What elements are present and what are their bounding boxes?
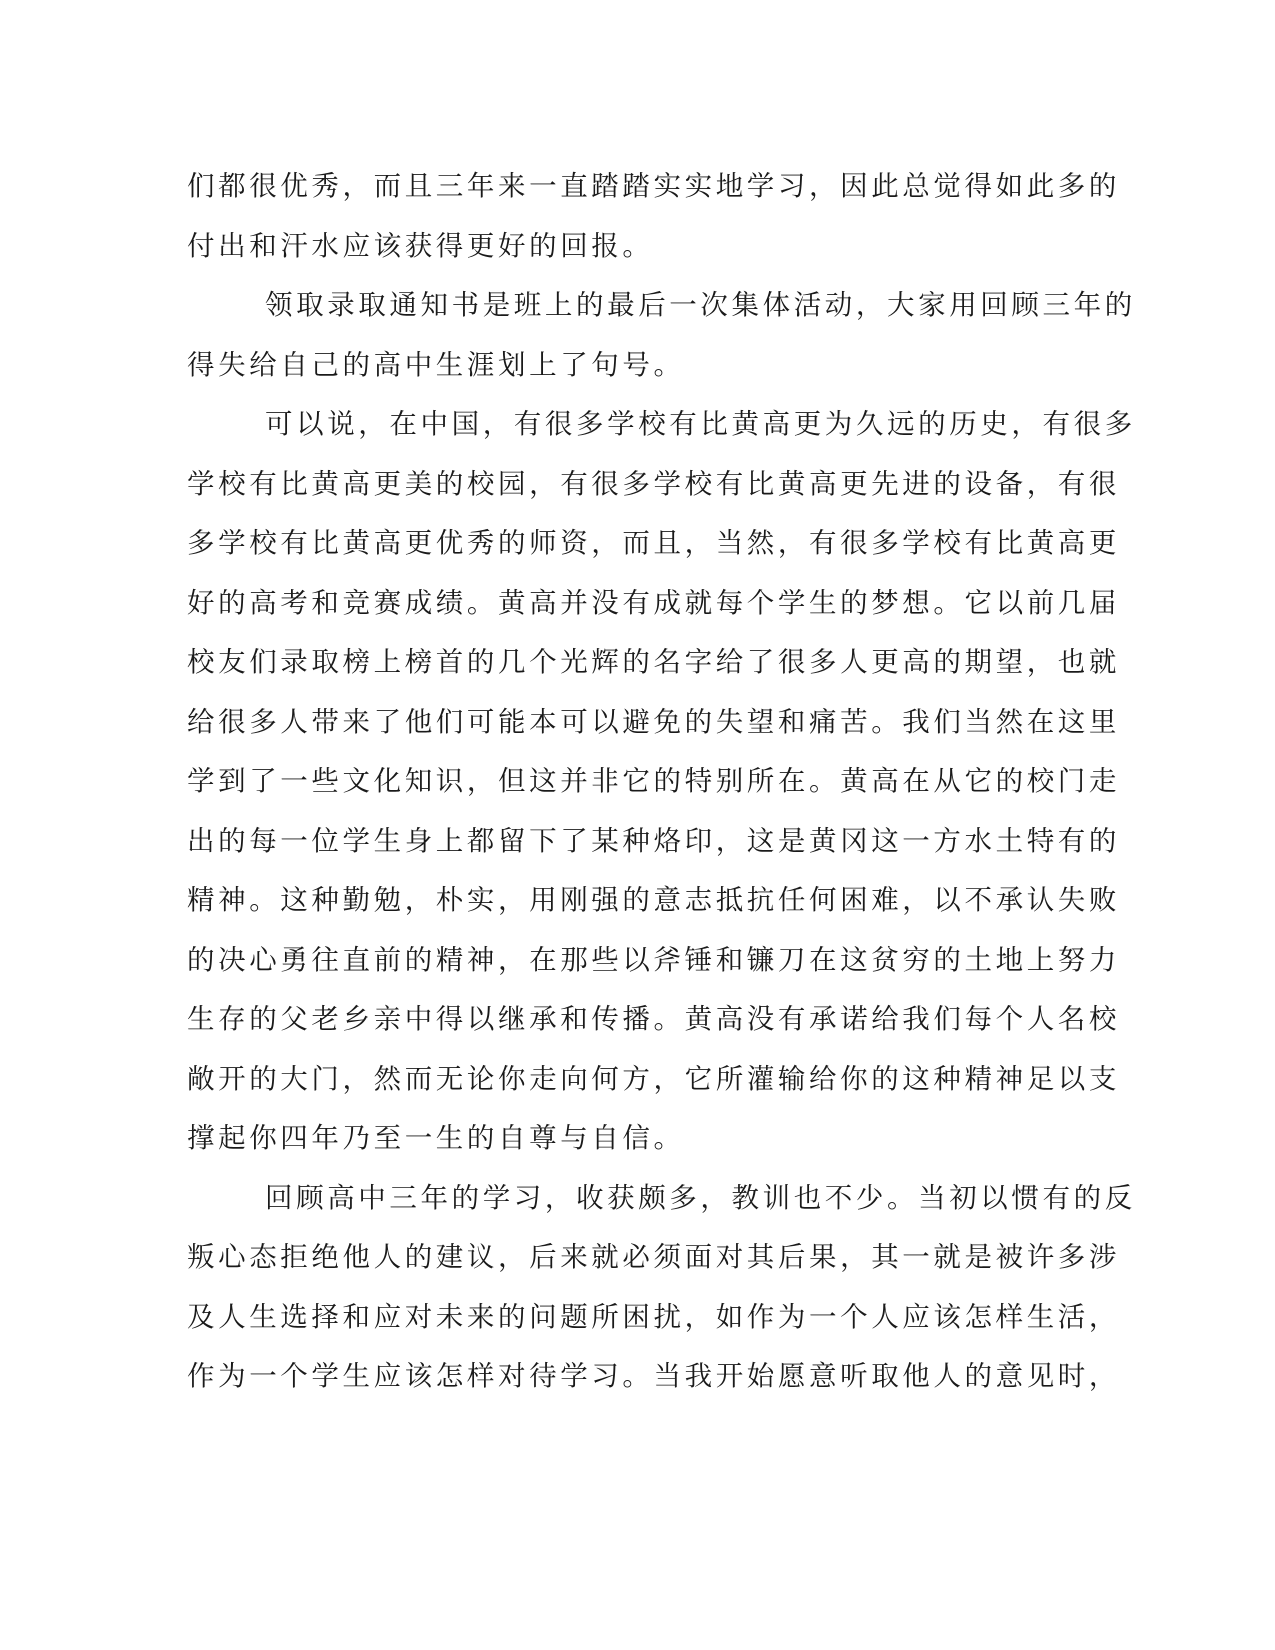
text-line: 作为一个学生应该怎样对待学习。当我开始愿意听取他人的意见时， [187, 1360, 1120, 1392]
body-text [187, 157, 1136, 1407]
text-line: 得失给自己的高中生涯划上了句号。 [187, 348, 685, 381]
text-line: 的决心勇往直前的精神，在那些以斧锤和镰刀在这贫穷的土地上努力 [187, 943, 1120, 976]
paragraph-first-line: 领取录取通知书是班上的最后一次集体活动，大家用回顾三年的 [265, 289, 1136, 321]
text-line: 敞开的大门，然而无论你走向何方，它所灌输给你的这种精神足以支 [187, 1062, 1120, 1095]
text-line: 们都很优秀，而且三年来一直踏踏实实地学习，因此总觉得如此多的 [187, 170, 1120, 202]
text-line: 给很多人带来了他们可能本可以避免的失望和痛苦。我们当然在这里 [187, 705, 1120, 738]
paragraph-first-line: 回顾高中三年的学习，收获颇多，教训也不少。当初以惯有的反 [265, 1181, 1136, 1214]
text-line: 生存的父老乡亲中得以继承和传播。黄高没有承诺给我们每个人名校 [187, 1003, 1120, 1035]
text-line: 好的高考和竞赛成绩。黄高并没有成就每个学生的梦想。它以前几届 [187, 586, 1120, 619]
text-line: 校友们录取榜上榜首的几个光辉的名字给了很多人更高的期望，也就 [187, 646, 1120, 678]
text-line: 出的每一位学生身上都留下了某种烙印，这是黄冈这一方水土特有的 [187, 824, 1120, 857]
text-line: 学到了一些文化知识，但这并非它的特别所在。黄高在从它的校门走 [187, 765, 1120, 797]
paragraph-first-line: 可以说，在中国，有很多学校有比黄高更为久远的历史，有很多 [265, 408, 1136, 440]
text-line: 多学校有比黄高更优秀的师资，而且，当然，有很多学校有比黄高更 [187, 527, 1120, 559]
text-line: 及人生选择和应对未来的问题所困扰，如作为一个人应该怎样生活， [187, 1300, 1120, 1333]
text-line: 撑起你四年乃至一生的自尊与自信。 [187, 1122, 685, 1154]
text-line: 付出和汗水应该获得更好的回报。 [187, 229, 654, 262]
text-line: 学校有比黄高更美的校园，有很多学校有比黄高更先进的设备，有很 [187, 467, 1120, 500]
text-line: 叛心态拒绝他人的建议，后来就必须面对其后果，其一就是被许多涉 [187, 1241, 1120, 1273]
text-line: 精神。这种勤勉，朴实，用刚强的意志抵抗任何困难，以不承认失败 [187, 884, 1120, 916]
